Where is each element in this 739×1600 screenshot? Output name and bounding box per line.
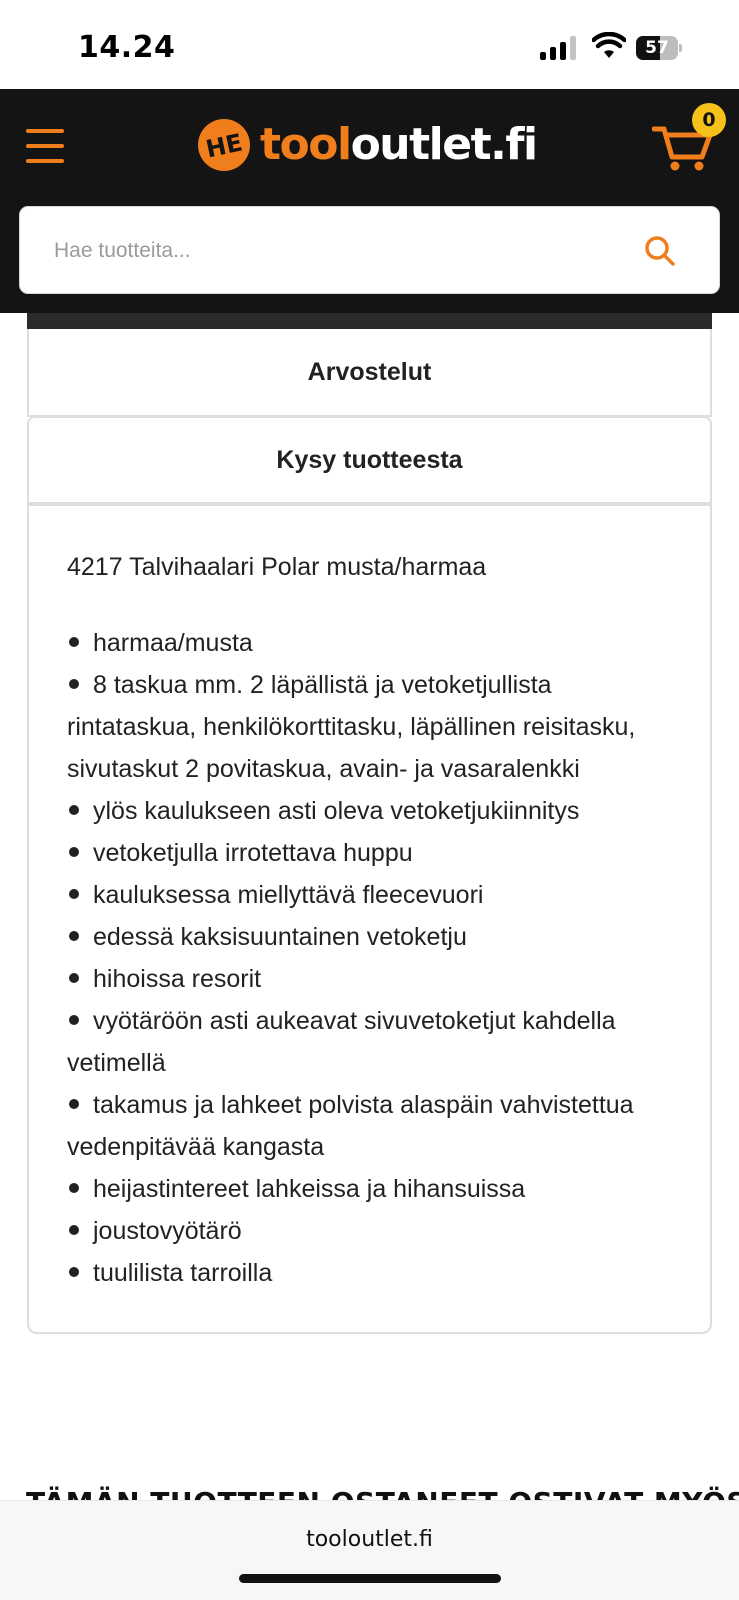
wifi-icon	[592, 32, 626, 60]
feature-item	[67, 664, 674, 790]
search-box	[19, 206, 720, 294]
bullet-icon	[69, 1099, 79, 1109]
feature-item	[67, 1168, 674, 1210]
bullet-icon	[69, 889, 79, 899]
bullet-icon	[69, 931, 79, 941]
product-description-panel	[27, 504, 712, 1334]
bullet-icon	[69, 679, 79, 689]
feature-text: 8 taskua mm. 2 läpällistä ja vetoketjullista rintataskua, henkilökorttitasku, läpällinen reisitasku, sivutaskut 2 povitaskua, avain- ja vasaralenkki	[67, 671, 636, 783]
cart-count-badge: 0	[692, 103, 726, 137]
header-divider	[27, 313, 712, 329]
logo-rest-text: outlet.fi	[350, 119, 537, 170]
logo-badge-icon	[196, 117, 252, 173]
feature-item	[67, 874, 674, 916]
battery-percentage: 57	[645, 38, 669, 58]
feature-text: vetoketjulla irrotettava huppu	[93, 839, 413, 867]
status-time: 14.24	[78, 30, 176, 65]
feature-item	[67, 790, 674, 832]
search-icon[interactable]	[640, 231, 680, 271]
feature-item	[67, 1000, 674, 1084]
feature-item	[67, 1084, 674, 1168]
feature-text: kauluksessa miellyttävä fleecevuori	[93, 881, 484, 909]
site-logo[interactable]	[196, 115, 536, 175]
logo-wordmark	[260, 117, 537, 173]
bullet-icon	[69, 847, 79, 857]
feature-text: ylös kaulukseen asti oleva vetoketjukiinnitys	[93, 797, 580, 825]
feature-text: hihoissa resorit	[93, 965, 262, 993]
feature-text: heijastintereet lahkeissa ja hihansuissa	[93, 1175, 526, 1203]
feature-text: takamus ja lahkeet polvista alaspäin vahvistettua vedenpitävää kangasta	[67, 1091, 634, 1161]
feature-text: edessä kaksisuuntainen vetoketju	[93, 923, 467, 951]
feature-item	[67, 958, 674, 1000]
bullet-icon	[69, 637, 79, 647]
browser-url[interactable]: tooloutlet.fi	[306, 1527, 433, 1552]
home-indicator[interactable]	[239, 1574, 501, 1583]
feature-item	[67, 1252, 674, 1294]
feature-list	[67, 622, 674, 1294]
tab-reviews[interactable]: Arvostelut	[27, 329, 712, 417]
feature-item	[67, 622, 674, 664]
feature-item	[67, 832, 674, 874]
search-input[interactable]	[54, 229, 614, 273]
bullet-icon	[69, 805, 79, 815]
feature-item	[67, 1210, 674, 1252]
battery-icon	[636, 36, 682, 60]
logo-accent-text: tool	[260, 119, 351, 170]
product-description-title: 4217 Talvihaalari Polar musta/harmaa	[67, 553, 487, 581]
bullet-icon	[69, 1183, 79, 1193]
bullet-icon	[69, 973, 79, 983]
feature-text: harmaa/musta	[93, 629, 253, 657]
svg-text:HE: HE	[203, 128, 245, 164]
cellular-signal-icon	[540, 36, 578, 60]
tab-ask-about-product[interactable]: Kysy tuotteesta	[27, 416, 712, 504]
bullet-icon	[69, 1267, 79, 1277]
bullet-icon	[69, 1015, 79, 1025]
feature-text: joustovyötärö	[93, 1217, 242, 1245]
status-bar	[0, 0, 739, 89]
bullet-icon	[69, 1225, 79, 1235]
feature-text: vyötäröön asti aukeavat sivuvetoketjut kahdella vetimellä	[67, 1007, 616, 1077]
browser-address-bar[interactable]	[0, 1500, 739, 1600]
hamburger-menu-icon[interactable]	[26, 129, 64, 163]
feature-item	[67, 916, 674, 958]
feature-text: tuulilista tarroilla	[93, 1259, 273, 1287]
site-header	[0, 89, 739, 313]
